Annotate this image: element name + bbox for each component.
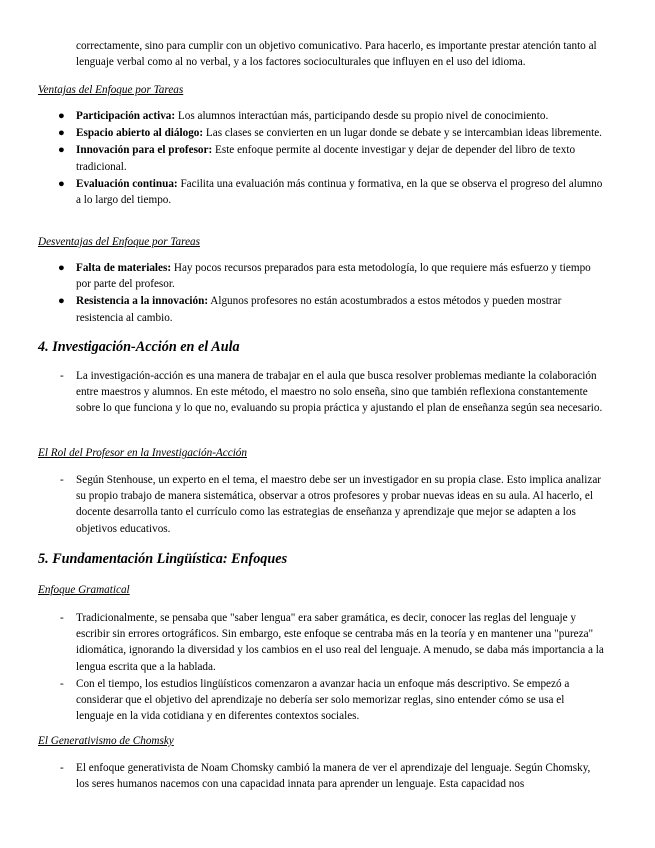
bullet-marker: ● [58,127,65,140]
section-4-list [0,368,605,418]
item-text: Los alumnos interactúan más, participando desde su propio nivel de conocimiento. [175,110,549,122]
desventajas-list [0,260,605,327]
list-item [0,125,605,141]
ventajas-list [0,108,605,209]
bullet-marker: ● [58,177,65,190]
item-text: Hay pocos recursos preparados para esta metodología, lo que requiere más esfuerzo y tiempo por parte del profesor. [76,262,591,291]
list-item [0,108,605,124]
generativismo-heading: El Generativismo de Chomsky [38,735,174,747]
item-text: La investigación-acción es una manera de trabajar en el aula que busca resolver problemas mediante la colaboración entre maestros y alumnos. En este método, el maestro no solo enseña, sino que también reflexiona constantemente sobre lo que funciona y lo que no, evaluando su propia práctica y ajustando el plan de enseñanza según sea necesario. [76,370,603,415]
dash-marker: - [60,612,64,624]
item-text: Algunos profesores no están acostumbrados a estos métodos y pueden mostrar resistencia al cambio. [76,295,562,324]
section-5-heading: 5. Fundamentación Lingüística: Enfoques [38,551,288,567]
item-term: Espacio abierto al diálogo: [76,127,204,140]
bullet-marker: ● [58,144,65,157]
item-term: Resistencia a la innovación: [76,295,209,308]
dash-marker: - [60,762,64,774]
item-text: Tradicionalmente, se pensaba que "saber lengua" era saber gramática, es decir, conocer las reglas del lenguaje y escribir sin errores ortográficos. Sin embargo, este enfoque se centraba más en la teoría y en mantener una "pureza" idiomática, ignorando la diversidad y los cambios en el uso real del lenguaje. A menudo, se daba más importancia a la lengua escrita que a la hablada. [76,612,604,673]
intro-paragraph: correctamente, sino para cumplir con un objetivo comunicativo. Para hacerlo, es importante prestar atención tanto al lenguaje verbal como al no verbal, y a los factores socioculturales que influyen en el uso del idioma. [76,40,597,69]
item-text: El enfoque generativista de Noam Chomsky cambió la manera de ver el aprendizaje del lenguaje. Según Chomsky, los seres humanos nacemos con una capacidad innata para aprender un lenguaje. Esta capacidad nos [76,762,591,791]
gramatical-heading: Enfoque Gramatical [38,584,130,596]
item-text: Facilita una evaluación más continua y formativa, en la que se observa el progreso del alumno a lo largo del tiempo. [76,177,603,207]
desventajas-heading: Desventajas del Enfoque por Tareas [38,236,200,248]
section-4-heading: 4. Investigación-Acción en el Aula [38,339,240,355]
bullet-marker: ● [58,110,65,122]
item-term: Innovación para el profesor: [76,144,213,157]
item-text: Con el tiempo, los estudios lingüísticos comenzaron a avanzar hacia un enfoque más descriptivo. Se empezó a considerar que el objetivo del aprendizaje no debería ser solo memorizar reglas, sino entender cómo se usa el lenguaje en la vida cotidiana y en diferentes contextos sociales. [76,677,570,723]
gramatical-list [0,610,605,725]
rol-profesor-heading: El Rol del Profesor en la Investigación-Acción [38,447,247,459]
item-text: Según Stenhouse, un experto en el tema, el maestro debe ser un investigador en su propia clase. Esto implica analizar su propio trabajo de manera sistemática, observar a otros profesores y probar nuevas ideas en su aula. Al hacerlo, el docente desarrolla tanto el currículo como las estrategias de enseñanza y aprendizaje que mejor se adapten a los objetivos educativos. [76,474,602,535]
rol-profesor-list [0,472,605,538]
item-term: Evaluación continua: [76,177,178,190]
item-text: Este enfoque permite al docente investigar y dejar de depender del libro de texto tradicional. [76,144,576,173]
list-item [0,260,605,292]
list-item [0,176,605,208]
list-item [0,142,605,174]
list-item [0,676,605,725]
dash-marker: - [60,370,64,382]
item-term: Falta de materiales: [76,262,172,274]
dash-marker: - [60,677,64,690]
list-item [0,472,605,537]
bullet-marker: ● [58,295,65,308]
generativismo-list [0,760,605,793]
ventajas-heading: Ventajas del Enfoque por Tareas [38,84,184,96]
item-term: Participación activa: [76,110,176,122]
list-item [0,293,605,325]
list-item [0,760,605,792]
dash-marker: - [60,474,64,486]
list-item [0,610,605,675]
item-text: Las clases se convierten en un lugar donde se debate y se intercambian ideas libremente. [203,127,602,140]
bullet-marker: ● [58,262,65,274]
list-item [0,368,605,417]
